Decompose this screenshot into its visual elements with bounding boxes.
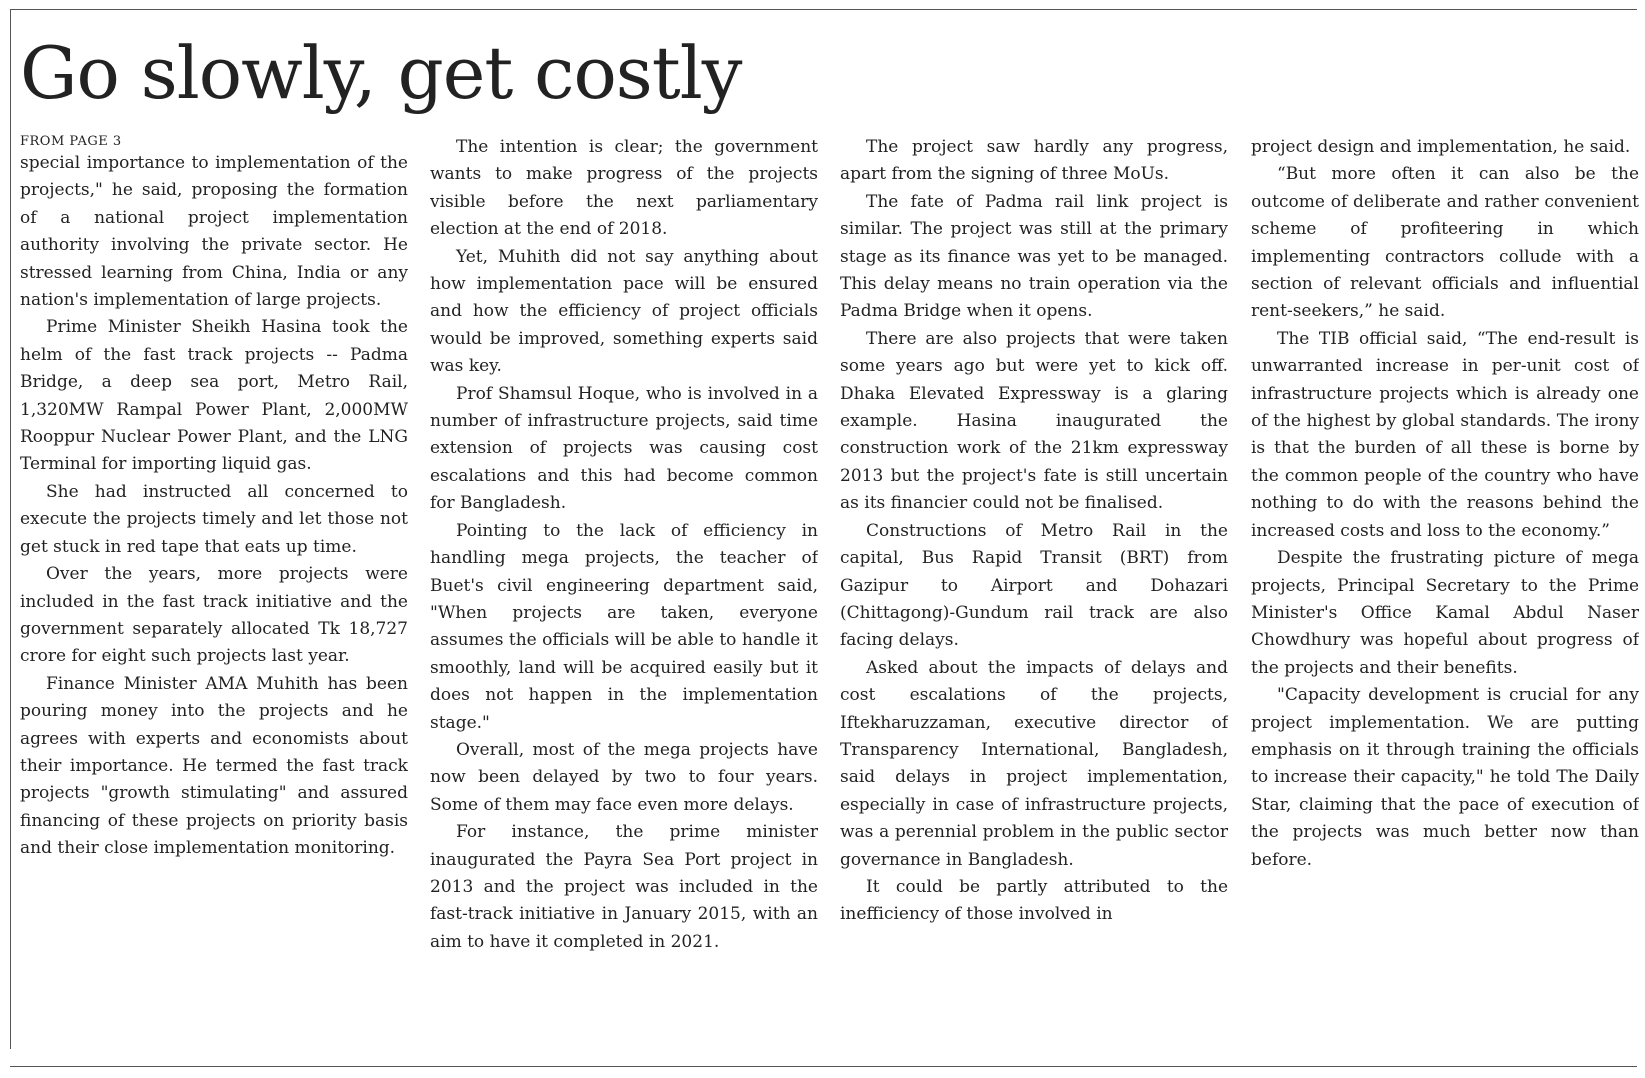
article-columns xyxy=(20,134,1640,1054)
paragraph: project design and implementation, he said. xyxy=(1251,137,1631,157)
paragraph: Despite the frustrating picture of mega projects, Principal Secretary to the Prime Minister's Office Kamal Abdul Naser Chowdhury was hopeful about progress of the projects and their benefits. xyxy=(1251,548,1639,678)
paragraph: The intention is clear; the government wants to make progress of the projects visible before the next parliamentary election at the end of 2018. xyxy=(430,137,818,240)
paragraph: Over the years, more projects were included in the fast track initiative and the government separately allocated Tk 18,727 crore for eight such projects last year. xyxy=(20,564,408,667)
top-rule xyxy=(10,9,1637,10)
paragraph: Asked about the impacts of delays and cost escalations of the projects, Iftekharuzzaman, executive director of Transparency International, Bangladesh, said delays in project implementation, especially in case of infrastructure projects, was a perennial problem in the public sector governance in Bangladesh. xyxy=(840,657,1228,870)
paragraph: The project saw hardly any progress, apart from the signing of three MoUs. xyxy=(840,137,1228,185)
article-headline: Go slowly, get costly xyxy=(20,31,742,115)
paragraph: For instance, the prime minister inaugurated the Payra Sea Port project in 2013 and the project was included in the fast-track initiative in January 2015, with an aim to have it completed in 2021. xyxy=(430,822,818,952)
paragraph: Pointing to the lack of efficiency in handling mega projects, the teacher of Buet's civil engineering department said, "When projects are taken, everyone assumes the officials will be able to handle it smoothly, land will be acquired easily but it does not happen in the implementation stage." xyxy=(430,520,818,733)
paragraph: The TIB official said, “The end-result is unwarranted increase in per-unit cost of infrastructure projects which is already one of the highest by global standards. The irony is that the burden of all these is borne by the common people of the country who have nothing to do with the reasons behind the increased costs and loss to the economy.” xyxy=(1251,328,1639,541)
paragraph: Yet, Muhith did not say anything about how implementation pace will be ensured and how the efficiency of project officials would be improved, something experts said was key. xyxy=(430,246,818,377)
paragraph: Prof Shamsul Hoque, who is involved in a number of infrastructure projects, said time extension of projects was causing cost escalations and this had become common for Bangladesh. xyxy=(430,383,818,514)
paragraph: Overall, most of the mega projects have now been delayed by two to four years. Some of them may face even more delays. xyxy=(430,739,818,815)
paragraph: Prime Minister Sheikh Hasina took the helm of the fast track projects -- Padma Bridge, a deep sea port, Metro Rail, 1,320MW Rampal Power Plant, 2,000MW Rooppur Nuclear Power Plant, and the LNG Terminal for importing liquid gas. xyxy=(20,317,408,475)
article-column-3 xyxy=(840,134,1228,929)
page-jump-kicker: FROM PAGE 3 xyxy=(20,134,122,149)
paragraph: It could be partly attributed to the inefficiency of those involved in xyxy=(840,876,1228,925)
paragraph: She had instructed all concerned to execute the projects timely and let those not get stuck in red tape that eats up time. xyxy=(20,481,408,557)
left-rule xyxy=(10,9,11,1049)
article-column-1 xyxy=(20,134,408,863)
article-column-4 xyxy=(1251,134,1639,874)
paragraph: Finance Minister AMA Muhith has been pouring money into the projects and he agrees with experts and economists about their importance. He termed the fast track projects "growth stimulating" and assured financing of these projects on priority basis and their close implementation monitoring. xyxy=(20,673,408,859)
paragraph: “But more often it can also be the outcome of deliberate and rather convenient scheme of profiteering in which implementing contractors collude with a section of relevant officials and influential rent-seekers,” he said. xyxy=(1251,164,1639,322)
paragraph: special importance to implementation of the projects," he said, proposing the formation of a national project implementation authority involving the private sector. He stressed learning from China, India or any nation's implementation of large projects. xyxy=(20,153,408,311)
article-column-2 xyxy=(430,134,818,956)
bottom-rule xyxy=(10,1066,1637,1067)
paragraph: "Capacity development is crucial for any project implementation. We are putting emphasis on it through training the officials to increase their capacity," he told The Daily Star, claiming that the pace of execution of the projects was much better now than before. xyxy=(1251,685,1639,870)
paragraph: The fate of Padma rail link project is similar. The project was still at the primary stage as its finance was yet to be managed. This delay means no train operation via the Padma Bridge when it opens. xyxy=(840,191,1228,322)
paragraph: There are also projects that were taken some years ago but were yet to kick off. Dhaka Elevated Expressway is a glaring example. Hasina inaugurated the construction work of the 21km expressway 2013 but the project's fate is still uncertain as its financier could not be finalised. xyxy=(840,328,1228,514)
paragraph: Constructions of Metro Rail in the capital, Bus Rapid Transit (BRT) from Gazipur to Airport and Dohazari (Chittagong)-Gundum rail track are also facing delays. xyxy=(840,520,1228,651)
